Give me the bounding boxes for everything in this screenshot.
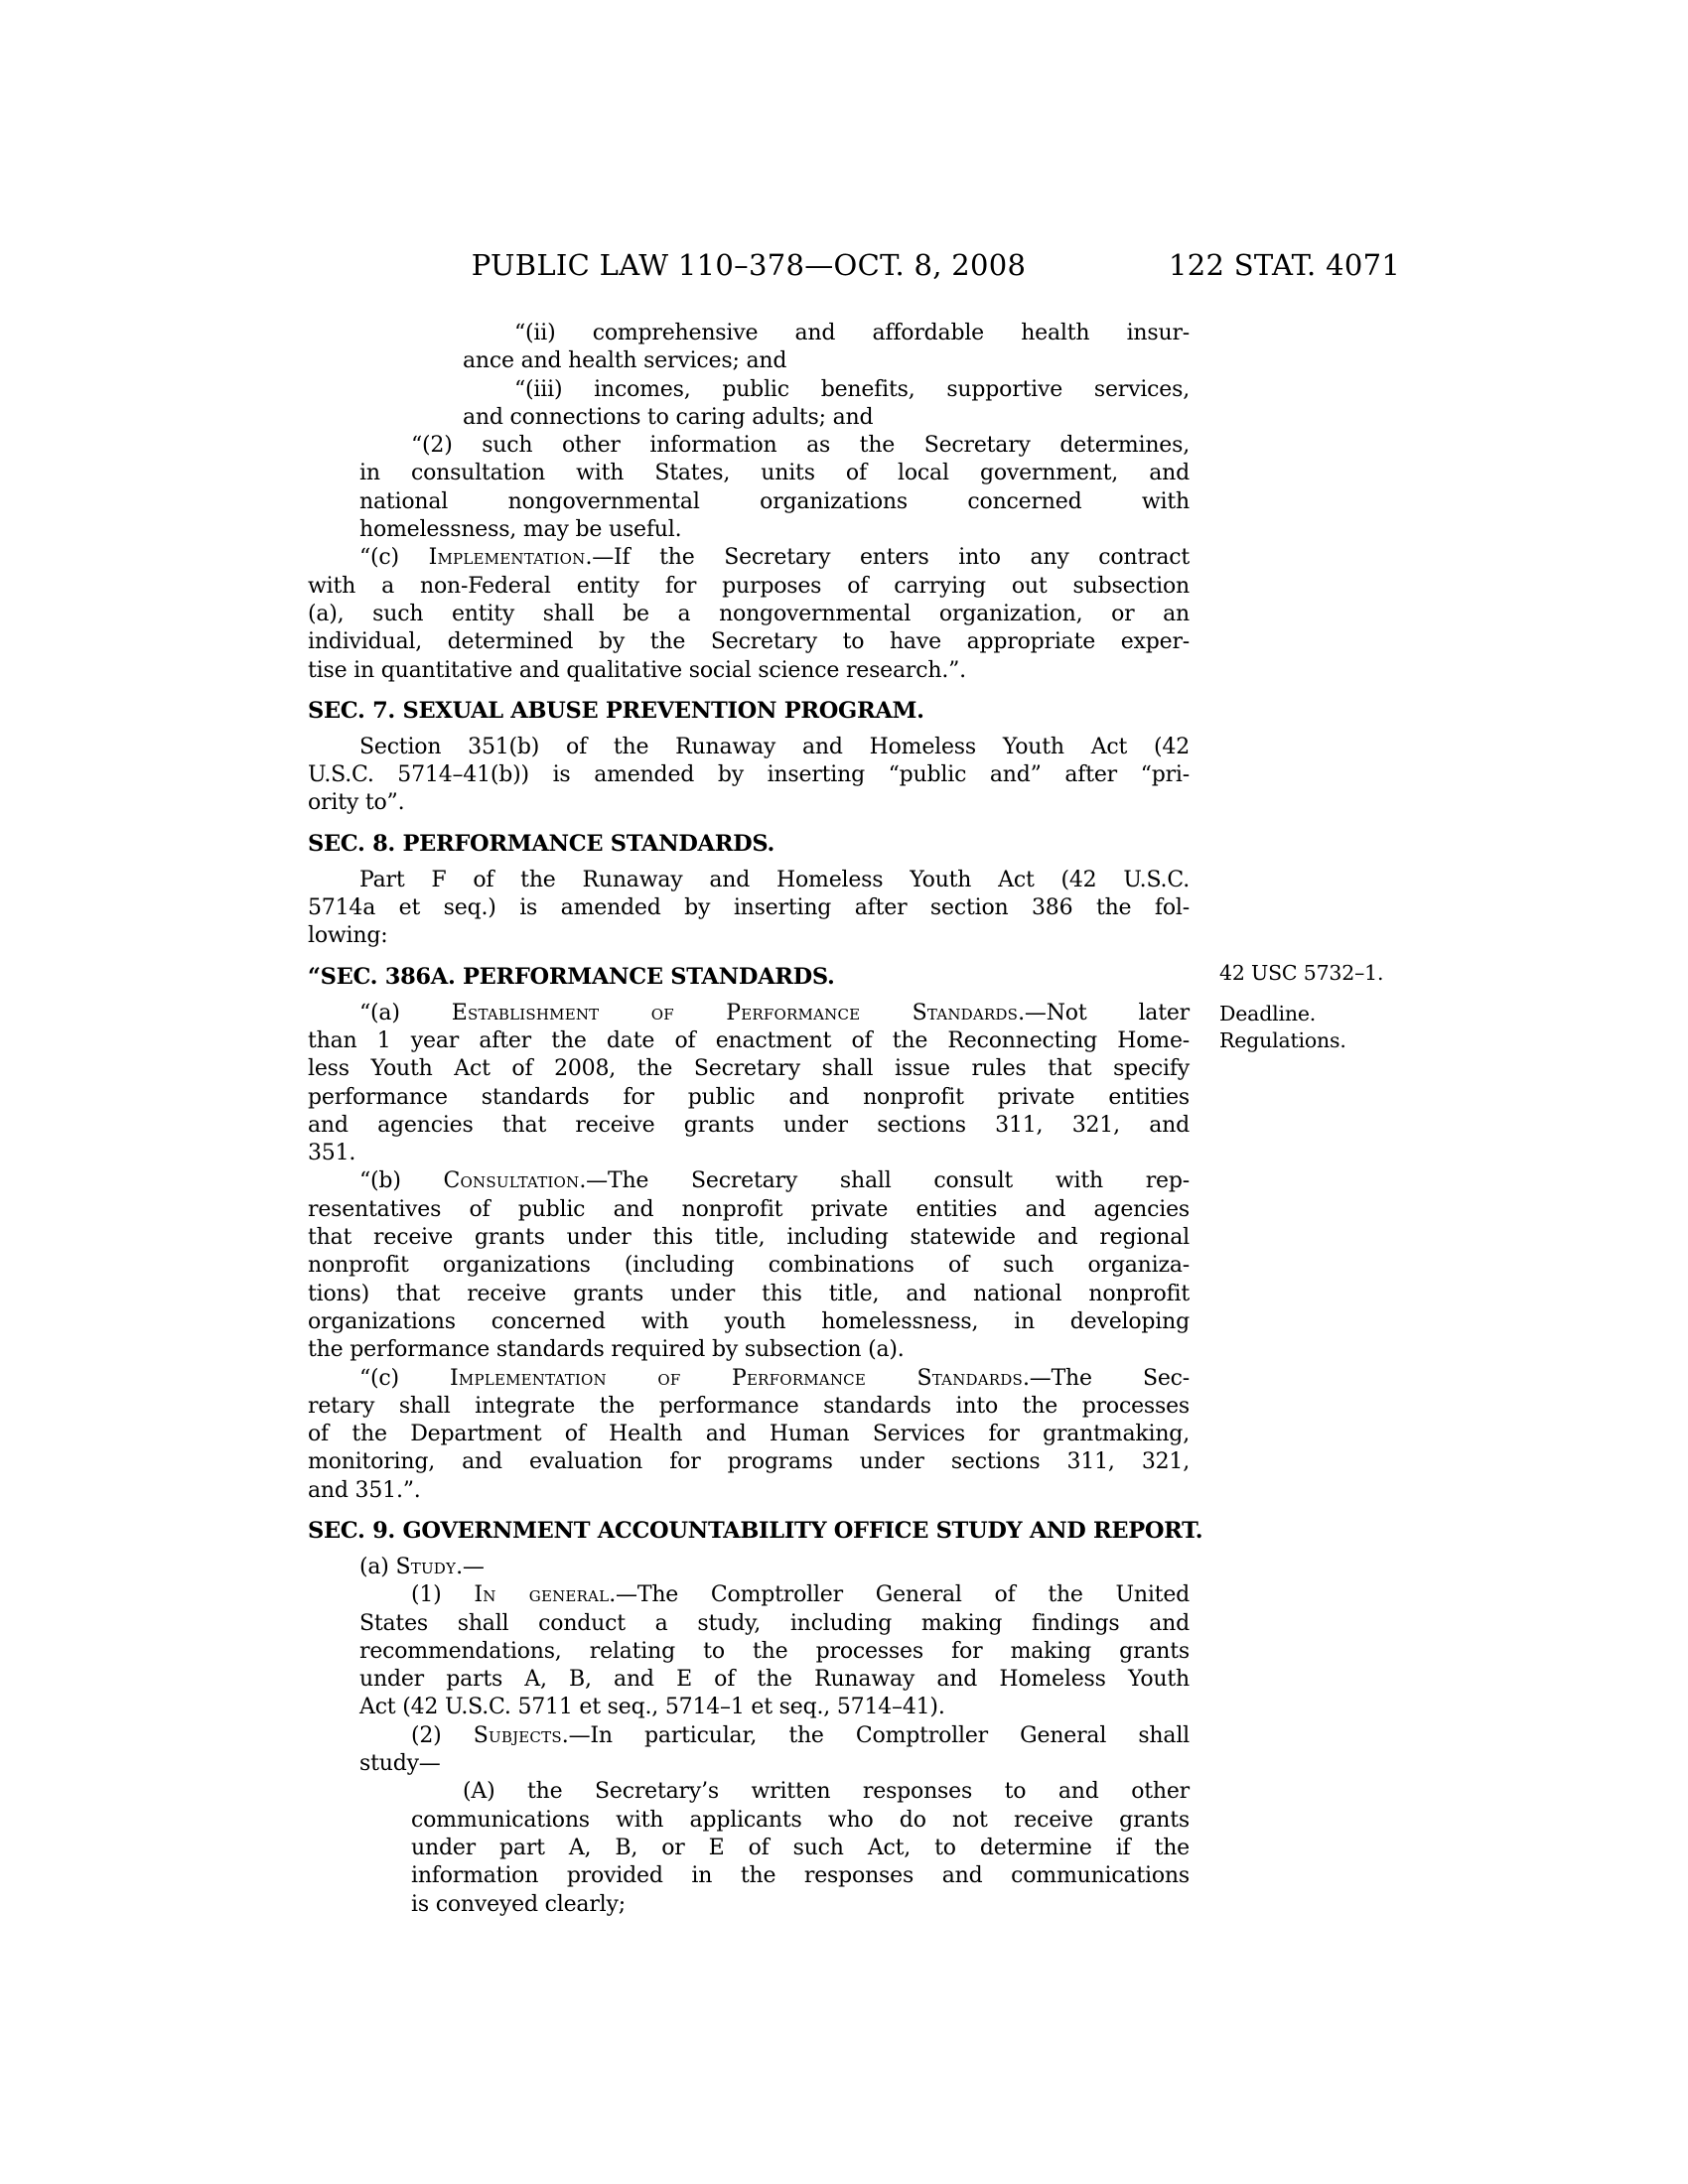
text-run: States shall conduct a study, including making findings and	[359, 1610, 1190, 1636]
text-line	[359, 544, 1190, 572]
small-caps-term: Implementation of Performance Standards	[450, 1365, 1023, 1391]
text-run: homelessness, may be useful.	[359, 517, 682, 543]
text-line	[359, 488, 1190, 516]
text-run: less Youth Act of 2008, the Secretary shall issue rules that specify	[308, 1056, 1190, 1082]
text-line	[411, 1722, 1190, 1750]
text-run: monitoring, and evaluation for programs under sections 311, 321,	[308, 1449, 1190, 1475]
text-line	[308, 922, 1190, 950]
text-run: .—If the Secretary enters into any contract	[585, 545, 1190, 571]
text-run: tise in quantitative and qualitative social science research.”.	[308, 657, 966, 683]
text-run: “(c)	[359, 545, 429, 571]
text-run: “(b)	[359, 1168, 444, 1194]
text-run: Section 351(b) of the Runaway and Homeless Youth Act (42	[359, 734, 1190, 759]
text-run: organizations concerned with youth homelessness, in developing	[308, 1308, 1190, 1334]
text-line	[359, 1365, 1190, 1393]
text-line	[359, 867, 1190, 894]
margin-note-usc-citation: 42 USC 5732–1.	[1219, 961, 1384, 985]
section-heading: “SEC. 386A. PERFORMANCE STANDARDS.	[308, 963, 835, 990]
text-run: resentatives of public and nonprofit private entities and agencies	[308, 1196, 1190, 1222]
text-line	[514, 320, 1190, 347]
text-run: ance and health services; and	[463, 348, 787, 374]
margin-note-regulations: Regulations.	[1219, 1028, 1346, 1052]
text-line	[411, 1581, 1190, 1609]
text-run: “(2) such other information as the Secretary determines,	[411, 433, 1190, 459]
margin-note-deadline: Deadline.	[1219, 1002, 1317, 1025]
text-line	[308, 601, 1190, 628]
text-line	[359, 1638, 1190, 1666]
text-run: (a), such entity shall be a nongovernmental organization, or an	[308, 601, 1190, 626]
text-run: communications with applicants who do not receive grants	[411, 1807, 1190, 1833]
text-line	[359, 460, 1190, 487]
text-run: ority to”.	[308, 790, 405, 816]
text-line	[463, 347, 1190, 375]
text-run: .—The Secretary shall consult with rep-	[579, 1168, 1190, 1194]
text-run: (2)	[411, 1722, 474, 1748]
text-line	[308, 628, 1190, 656]
text-run: tions) that receive grants under this title, and national nonprofit	[308, 1281, 1190, 1306]
text-line	[359, 1694, 1190, 1721]
text-line	[514, 376, 1190, 404]
text-run: “(c)	[359, 1365, 451, 1391]
text-line	[308, 1393, 1190, 1421]
text-run: than 1 year after the date of enactment of the Reconnecting Home-	[308, 1027, 1190, 1053]
section-heading: SEC. 8. PERFORMANCE STANDARDS.	[308, 830, 775, 857]
text-line	[411, 1835, 1190, 1862]
text-run: 351.	[308, 1141, 356, 1166]
text-line	[308, 1196, 1190, 1224]
text-run: performance standards for public and nonprofit private entities	[308, 1084, 1190, 1110]
text-run: .—The Sec-	[1022, 1365, 1190, 1391]
text-line	[308, 789, 1190, 817]
text-line	[308, 657, 1190, 685]
text-run: recommendations, relating to the processes for making grants	[359, 1638, 1190, 1664]
text-run: “(a)	[359, 1000, 452, 1025]
text-run: with a non-Federal entity for purposes of carrying out subsection	[308, 573, 1190, 599]
text-line	[308, 1336, 1190, 1364]
text-line	[359, 1666, 1190, 1694]
text-line	[308, 1421, 1190, 1448]
text-line	[359, 1167, 1190, 1195]
text-line	[308, 1140, 1190, 1167]
text-run: and 351.”.	[308, 1477, 421, 1503]
text-line	[308, 1112, 1190, 1140]
text-line	[463, 1778, 1190, 1806]
text-line	[463, 404, 1190, 432]
text-line	[308, 1084, 1190, 1112]
text-line	[308, 894, 1190, 922]
text-line	[308, 1252, 1190, 1280]
text-run: (A) the Secretary’s written responses to and other	[463, 1779, 1190, 1805]
text-line	[359, 1610, 1190, 1638]
text-line	[411, 1807, 1190, 1835]
text-line	[308, 1477, 1190, 1505]
text-line	[308, 573, 1190, 601]
text-line	[411, 1862, 1190, 1890]
text-run: .—The Comptroller General of the United	[609, 1582, 1191, 1608]
text-run: information provided in the responses and communications	[411, 1863, 1190, 1889]
small-caps-term: Establishment of Performance Standards	[451, 1000, 1019, 1025]
small-caps-term: Subjects	[473, 1722, 562, 1748]
text-line	[308, 1055, 1190, 1083]
text-run: national nongovernmental organizations concerned with	[359, 488, 1190, 514]
text-run: .—Not later	[1018, 1000, 1190, 1025]
text-run: in consultation with States, units of local government, and	[359, 461, 1190, 486]
text-run: and connections to caring adults; and	[463, 404, 874, 430]
text-run: study—	[359, 1751, 441, 1777]
text-column	[308, 320, 1203, 1919]
text-run: is conveyed clearly;	[411, 1891, 626, 1917]
text-line	[359, 1000, 1190, 1027]
text-run: retary shall integrate the performance standards into the processes	[308, 1393, 1190, 1419]
text-run: 5714a et seq.) is amended by inserting after section 386 the fol-	[308, 895, 1190, 921]
text-line	[411, 1891, 1190, 1919]
section-heading: SEC. 9. GOVERNMENT ACCOUNTABILITY OFFICE STUDY AND REPORT.	[308, 1517, 1203, 1544]
text-line	[308, 1448, 1190, 1476]
small-caps-term: In general	[474, 1582, 610, 1608]
text-line	[411, 432, 1190, 460]
text-run: “(iii) incomes, public benefits, supportive services,	[514, 376, 1190, 402]
text-run: Part F of the Runaway and Homeless Youth Act (42 U.S.C.	[359, 867, 1190, 892]
text-run: individual, determined by the Secretary to have appropriate exper-	[308, 629, 1190, 655]
text-run: Act (42 U.S.C. 5711 et seq., 5714–1 et seq., 5714–41).	[359, 1695, 945, 1720]
text-run: that receive grants under this title, including statewide and regional	[308, 1225, 1190, 1251]
text-line	[308, 1281, 1190, 1308]
text-line	[308, 1308, 1190, 1336]
text-run: lowing:	[308, 923, 388, 949]
text-run: under parts A, B, and E of the Runaway and Homeless Youth	[359, 1667, 1190, 1693]
small-caps-term: Implementation	[428, 545, 586, 571]
text-line	[359, 516, 1190, 544]
small-caps-term: Consultation	[443, 1168, 580, 1194]
text-run: and agencies that receive grants under sections 311, 321, and	[308, 1112, 1190, 1138]
running-header-stat-citation: 122 STAT. 4071	[1169, 248, 1401, 282]
text-run: U.S.C. 5714–41(b)) is amended by inserting “public and” after “pri-	[308, 762, 1190, 788]
section-heading: SEC. 7. SEXUAL ABUSE PREVENTION PROGRAM.	[308, 697, 924, 724]
text-line	[308, 1027, 1190, 1055]
text-run: under part A, B, or E of such Act, to determine if the	[411, 1835, 1190, 1860]
text-line	[359, 734, 1190, 761]
running-header-law-title: PUBLIC LAW 110–378—OCT. 8, 2008	[471, 248, 1027, 282]
text-run: nonprofit organizations (including combinations of such organiza-	[308, 1253, 1190, 1279]
text-run: .—In particular, the Comptroller General shall	[561, 1722, 1190, 1748]
text-run: .—	[456, 1554, 485, 1579]
text-run: (1)	[411, 1582, 475, 1608]
text-run: of the Department of Health and Human Services for grantmaking,	[308, 1422, 1190, 1447]
text-run: (a)	[359, 1554, 396, 1579]
text-run: the performance standards required by subsection (a).	[308, 1337, 905, 1363]
text-run: “(ii) comprehensive and affordable health insur-	[514, 321, 1190, 345]
text-line	[308, 1224, 1190, 1252]
text-line	[359, 1554, 1190, 1581]
text-line	[359, 1750, 1190, 1778]
small-caps-term: Study	[395, 1554, 457, 1579]
text-line	[308, 761, 1190, 789]
